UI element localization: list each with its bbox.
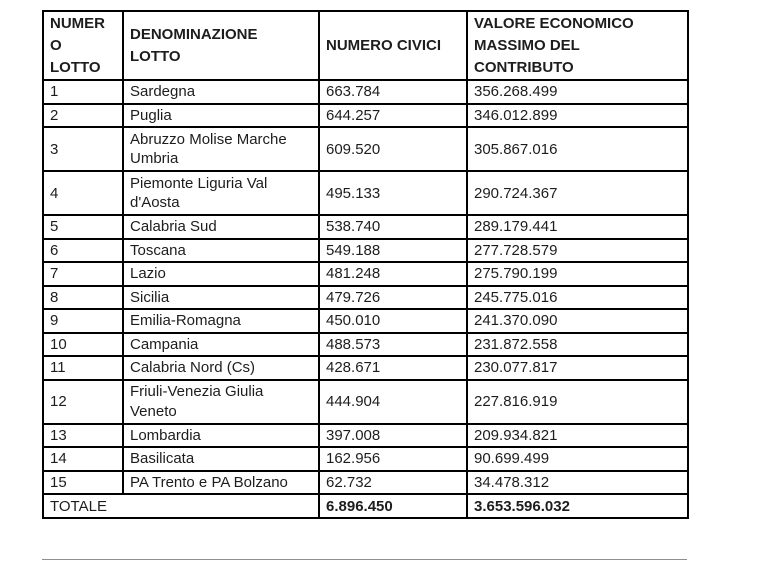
cell-numero-lotto: 7	[43, 262, 123, 286]
cell-numero-lotto: 5	[43, 215, 123, 239]
cell-denominazione: Lombardia	[123, 424, 319, 448]
cell-valore: 230.077.817	[467, 356, 688, 380]
cell-valore: 289.179.441	[467, 215, 688, 239]
table-row	[43, 80, 688, 104]
cell-denominazione: Calabria Sud	[123, 215, 319, 239]
cell-valore: 231.872.558	[467, 333, 688, 357]
cell-numero-civici: 162.956	[319, 447, 467, 471]
cell-numero-civici: 450.010	[319, 309, 467, 333]
cell-numero-lotto: 12	[43, 380, 123, 424]
table-bottom-artifact-line	[42, 559, 687, 560]
cell-numero-lotto: 8	[43, 286, 123, 310]
cell-numero-lotto: 11	[43, 356, 123, 380]
cell-denominazione: Piemonte Liguria Val d'Aosta	[123, 171, 319, 215]
col-header-valore-economico: VALORE ECONOMICO MASSIMO DEL CONTRIBUTO	[467, 11, 688, 80]
cell-numero-civici: 428.671	[319, 356, 467, 380]
cell-valore: 346.012.899	[467, 104, 688, 128]
cell-valore: 227.816.919	[467, 380, 688, 424]
table-row	[43, 356, 688, 380]
cell-numero-lotto: 2	[43, 104, 123, 128]
table-row	[43, 424, 688, 448]
cell-numero-lotto: 9	[43, 309, 123, 333]
cell-denominazione: Puglia	[123, 104, 319, 128]
cell-numero-civici: 479.726	[319, 286, 467, 310]
cell-valore: 305.867.016	[467, 127, 688, 171]
cell-numero-civici: 488.573	[319, 333, 467, 357]
totale-valore: 3.653.596.032	[467, 494, 688, 518]
table-row	[43, 104, 688, 128]
table-row	[43, 171, 688, 215]
cell-valore: 34.478.312	[467, 471, 688, 495]
cell-valore: 209.934.821	[467, 424, 688, 448]
cell-numero-civici: 481.248	[319, 262, 467, 286]
table-row	[43, 447, 688, 471]
cell-numero-civici: 495.133	[319, 171, 467, 215]
cell-numero-civici: 397.008	[319, 424, 467, 448]
totale-row	[43, 494, 688, 518]
cell-denominazione: PA Trento e PA Bolzano	[123, 471, 319, 495]
table-row	[43, 333, 688, 357]
cell-denominazione: Lazio	[123, 262, 319, 286]
col-header-numero-lotto: NUMERO LOTTO	[43, 11, 123, 80]
cell-numero-lotto: 1	[43, 80, 123, 104]
cell-denominazione: Abruzzo Molise Marche Umbria	[123, 127, 319, 171]
cell-denominazione: Calabria Nord (Cs)	[123, 356, 319, 380]
cell-valore: 277.728.579	[467, 239, 688, 263]
cell-numero-lotto: 13	[43, 424, 123, 448]
table-row	[43, 471, 688, 495]
cell-denominazione: Sardegna	[123, 80, 319, 104]
cell-numero-lotto: 3	[43, 127, 123, 171]
cell-numero-civici: 644.257	[319, 104, 467, 128]
table-row	[43, 239, 688, 263]
cell-numero-lotto: 14	[43, 447, 123, 471]
lotti-table	[42, 10, 689, 519]
cell-denominazione: Sicilia	[123, 286, 319, 310]
cell-valore: 90.699.499	[467, 447, 688, 471]
cell-denominazione: Toscana	[123, 239, 319, 263]
cell-denominazione: Friuli-Venezia Giulia Veneto	[123, 380, 319, 424]
col-header-denominazione-lotto: DENOMINAZIONE LOTTO	[123, 11, 319, 80]
header-row	[43, 11, 688, 80]
cell-valore: 241.370.090	[467, 309, 688, 333]
totale-label: TOTALE	[43, 494, 319, 518]
cell-numero-lotto: 6	[43, 239, 123, 263]
cell-denominazione: Emilia-Romagna	[123, 309, 319, 333]
cell-numero-civici: 444.904	[319, 380, 467, 424]
cell-denominazione: Campania	[123, 333, 319, 357]
col-header-numero-civici: NUMERO CIVICI	[319, 11, 467, 80]
cell-numero-lotto: 15	[43, 471, 123, 495]
cell-valore: 356.268.499	[467, 80, 688, 104]
cell-valore: 275.790.199	[467, 262, 688, 286]
cell-numero-lotto: 10	[43, 333, 123, 357]
cell-valore: 290.724.367	[467, 171, 688, 215]
cell-numero-civici: 663.784	[319, 80, 467, 104]
cell-valore: 245.775.016	[467, 286, 688, 310]
totale-numero-civici: 6.896.450	[319, 494, 467, 518]
cell-numero-civici: 62.732	[319, 471, 467, 495]
cell-numero-civici: 538.740	[319, 215, 467, 239]
cell-denominazione: Basilicata	[123, 447, 319, 471]
table-row	[43, 286, 688, 310]
table-row	[43, 309, 688, 333]
table-row	[43, 215, 688, 239]
table-row	[43, 380, 688, 424]
table-row	[43, 262, 688, 286]
cell-numero-civici: 549.188	[319, 239, 467, 263]
cell-numero-civici: 609.520	[319, 127, 467, 171]
cell-numero-lotto: 4	[43, 171, 123, 215]
table-row	[43, 127, 688, 171]
